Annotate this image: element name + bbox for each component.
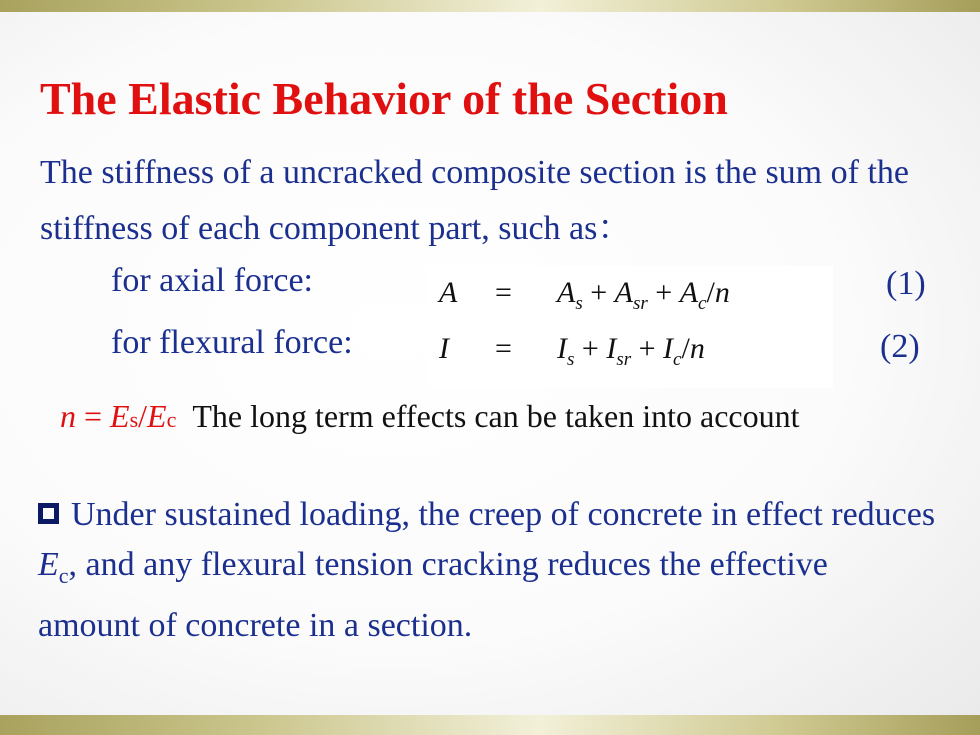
eq2-equals: = bbox=[495, 332, 512, 365]
n-symbol: n bbox=[60, 398, 76, 434]
ec-subscript-bullet: c bbox=[58, 562, 69, 588]
es-subscript: s bbox=[129, 407, 139, 432]
modular-ratio-definition bbox=[60, 398, 176, 434]
ec-subscript: c bbox=[166, 407, 177, 432]
axial-equation bbox=[427, 276, 833, 320]
es-symbol: E bbox=[110, 398, 130, 434]
long-term-note: The long term effects can be taken into account bbox=[192, 398, 800, 434]
ec-symbol-bullet: E bbox=[38, 546, 59, 583]
bullet-text-1: Under sustained loading, the creep of concrete in effect reduces bbox=[71, 496, 936, 533]
axial-force-label: for axial force: bbox=[111, 262, 313, 299]
slash: / bbox=[138, 398, 148, 434]
slide-title: The Elastic Behavior of the Section bbox=[40, 73, 728, 124]
hollow-square-icon bbox=[38, 503, 59, 524]
bottom-decorative-band bbox=[0, 715, 980, 735]
equals-sign: = bbox=[76, 398, 111, 434]
eq1-rhs: $A_s + A_{sr} + A_c/n$ bbox=[557, 276, 730, 314]
bullet-text-2: , and any flexural tension cracking reduces the effective amount of concrete in a section. bbox=[38, 546, 828, 644]
equation-box bbox=[427, 266, 833, 388]
flexural-equation bbox=[427, 332, 833, 376]
modular-ratio-line bbox=[60, 398, 800, 435]
equation-number-1: (1) bbox=[886, 265, 926, 302]
equation-number-2: (2) bbox=[880, 328, 920, 365]
top-decorative-band bbox=[0, 0, 980, 12]
eq2-lhs: I bbox=[439, 332, 449, 365]
ec-symbol: E bbox=[147, 398, 167, 434]
eq1-equals: = bbox=[495, 276, 512, 309]
eq2-rhs: $I_s + I_{sr} + I_c/n$ bbox=[557, 332, 705, 370]
flexural-force-label: for flexural force: bbox=[111, 324, 353, 361]
eq1-lhs: A bbox=[439, 276, 458, 309]
bullet-paragraph bbox=[38, 490, 938, 651]
intro-paragraph: The stiffness of a uncracked composite section is the sum of the stiffness of each component part, such as： bbox=[40, 154, 909, 247]
